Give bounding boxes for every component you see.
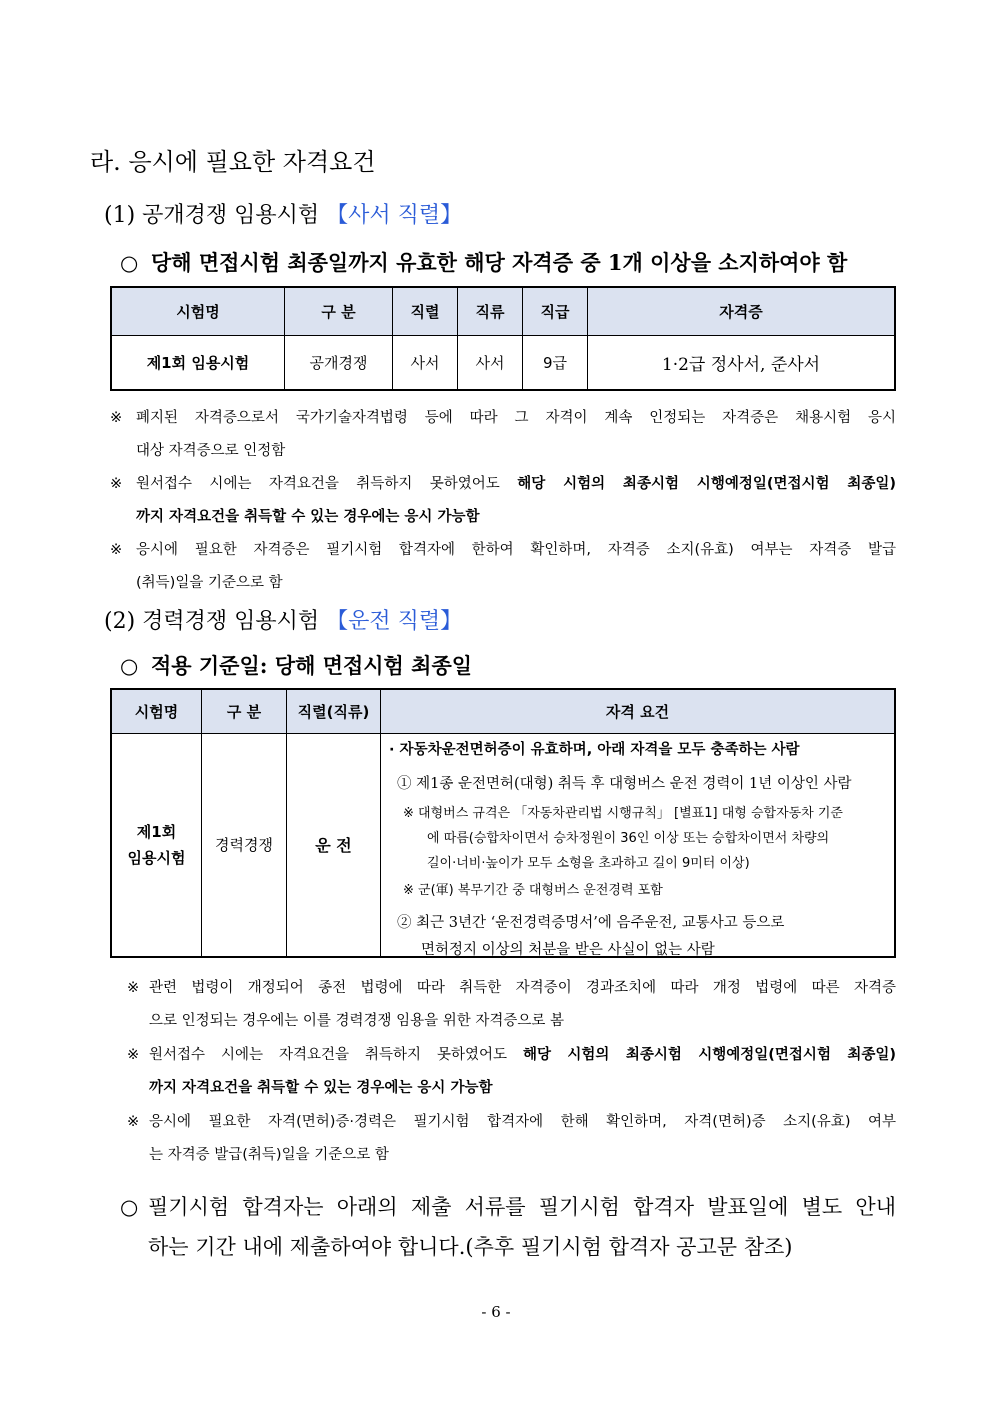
table-cell: 제1회 임용시험 [111, 335, 285, 390]
table-cell: 사서 [458, 335, 523, 390]
table-cell: 1·2급 정사서, 준사서 [588, 335, 896, 390]
part1-heading-prefix: (1) 공개경쟁 임용시험 [104, 203, 320, 228]
part2-note-1 [127, 972, 896, 1038]
part1-note-2 [110, 468, 896, 534]
req-note-line: 에 따름(승합차이면서 승차정원이 36인 이상 또는 승합차이면서 차량의 [427, 830, 830, 846]
table-header: 시험명 [111, 287, 285, 335]
table-header: 시험명 [111, 689, 202, 733]
note-text: 원서접수 시에는 자격요건을 취득하지 못하였어도 [136, 476, 518, 492]
req-item-2 [397, 910, 784, 964]
req-item-1-note-1 [403, 801, 843, 876]
req-item-1: ① 제1종 운전면허(대형) 취득 후 대형버스 운전 경력이 1년 이상인 사람 [397, 775, 852, 792]
requirements-cell [381, 733, 896, 957]
req-note-line: ※ 대형버스 규격은 「자동차관리법 시행규칙」 [별표1] 대형 승합자동차 기준 [403, 805, 843, 821]
table-header: 직급 [523, 287, 588, 335]
part1-heading [104, 198, 462, 229]
part2-heading-prefix: (2) 경력경쟁 임용시험 [104, 609, 320, 634]
req-line: ② 최근 3년간 ‘운전경력증명서’에 음주운전, 교통사고 등으로 [397, 914, 785, 931]
part2-table-header-row [111, 689, 895, 733]
part2-condition [120, 650, 472, 680]
part1-condition [120, 247, 847, 277]
table-header: 직렬(직류) [287, 689, 381, 733]
part1-heading-tag: 【사서 직렬】 [326, 203, 463, 228]
section-title: 라. 응시에 필요한 자격요건 [90, 148, 376, 176]
note-text: 원서접수 시에는 자격요건을 취득하지 못하였어도 [149, 1047, 523, 1063]
table-header: 구 분 [202, 689, 287, 733]
note-line: 관련 법령이 개정되어 종전 법령에 따라 취득한 자격증이 경과조치에 따라 개정 법령에 따른 자격증 [149, 980, 896, 996]
note-line: 까지 자격요건을 취득할 수 있는 경우에는 응시 가능함 [149, 1080, 493, 1096]
note-line: 응시에 필요한 자격(면허)증·경력은 필기시험 합격자에 한해 확인하며, 자격(면허)증 소지(유효) 여부 [149, 1114, 896, 1130]
table-row [111, 733, 895, 957]
note-line: 응시에 필요한 자격증은 필기시험 합격자에 한하여 확인하며, 자격증 소지(유효) 여부는 자격증 발급 [136, 542, 896, 558]
table-cell: 운 전 [287, 733, 381, 957]
note-line: (취득)일을 기준으로 함 [136, 575, 283, 591]
closing-paragraph [120, 1187, 896, 1267]
part1-note-3 [110, 534, 896, 600]
part1-note-1 [110, 402, 896, 468]
bullet-icon: ○ [120, 1195, 139, 1219]
table-header: 직류 [458, 287, 523, 335]
part2-note-3 [127, 1106, 896, 1172]
closing-line: 하는 기간 내에 제출하여야 합니다.(추후 필기시험 합격자 공고문 참조) [148, 1235, 793, 1259]
table-cell: 경력경쟁 [202, 733, 287, 957]
part2-condition-text: 적용 기준일: 당해 면접시험 최종일 [151, 653, 473, 678]
closing-line: 필기시험 합격자는 아래의 제출 서류를 필기시험 합격자 발표일에 별도 안내 [148, 1195, 896, 1219]
note-line: 는 자격증 발급(취득)일을 기준으로 함 [149, 1147, 389, 1163]
req-item-1-note-2: ※ 군(軍) 복무기간 중 대형버스 운전경력 포함 [403, 882, 663, 898]
note-text-bold: 해당 시험의 최종시험 시행예정일(면접시험 최종일) [522, 1047, 896, 1063]
note-text-bold: 해당 시험의 최종시험 시행예정일(면접시험 최종일) [517, 476, 896, 492]
part2-table [110, 688, 896, 958]
note-mark: ※ [127, 1047, 140, 1063]
req-note-line: 길이·너비·높이가 모두 소형을 초과하고 길이 9미터 이상) [427, 855, 750, 871]
note-line: 까지 자격요건을 취득할 수 있는 경우에는 응시 가능함 [136, 509, 480, 525]
note-mark: ※ [127, 980, 140, 996]
part2-heading-tag: 【운전 직렬】 [326, 609, 463, 634]
table-header: 직렬 [393, 287, 458, 335]
bullet-icon: ○ [120, 654, 139, 678]
req-line: 면허정지 이상의 처분을 받은 사실이 없는 사람 [421, 941, 715, 958]
note-line: 으로 인정되는 경우에는 이를 경력경쟁 임용을 위한 자격증으로 봄 [149, 1013, 565, 1029]
exam-name-line: 임용시험 [127, 848, 186, 867]
part2-note-2 [127, 1039, 896, 1105]
table-header: 구 분 [285, 287, 393, 335]
exam-name-line: 제1회 [136, 822, 177, 841]
part2-heading [104, 604, 462, 635]
table-row [111, 335, 895, 390]
bullet-icon: ○ [120, 251, 139, 275]
note-line: 폐지된 자격증으로서 국가기술자격법령 등에 따라 그 자격이 계속 인정되는 자격증은 채용시험 응시 [136, 410, 896, 426]
table-cell [111, 733, 202, 957]
note-mark: ※ [110, 542, 123, 558]
part1-condition-text: 당해 면접시험 최종일까지 유효한 해당 자격증 중 1개 이상을 소지하여야 함 [151, 250, 848, 275]
note-line [149, 1039, 896, 1072]
note-line [136, 468, 896, 501]
table-cell: 9급 [523, 335, 588, 390]
table-header: 자격증 [588, 287, 896, 335]
req-title: · 자동차운전면허증이 유효하며, 아래 자격을 모두 충족하는 사람 [389, 741, 800, 758]
note-line: 대상 자격증으로 인정함 [136, 443, 286, 459]
note-mark: ※ [127, 1114, 140, 1130]
table-cell: 공개경쟁 [285, 335, 393, 390]
note-mark: ※ [110, 410, 123, 426]
part1-table-header-row [111, 287, 895, 335]
table-header: 자격 요건 [381, 689, 896, 733]
table-cell: 사서 [393, 335, 458, 390]
part1-table [110, 286, 896, 391]
page-number: - 6 - [481, 1303, 511, 1321]
note-mark: ※ [110, 476, 123, 492]
